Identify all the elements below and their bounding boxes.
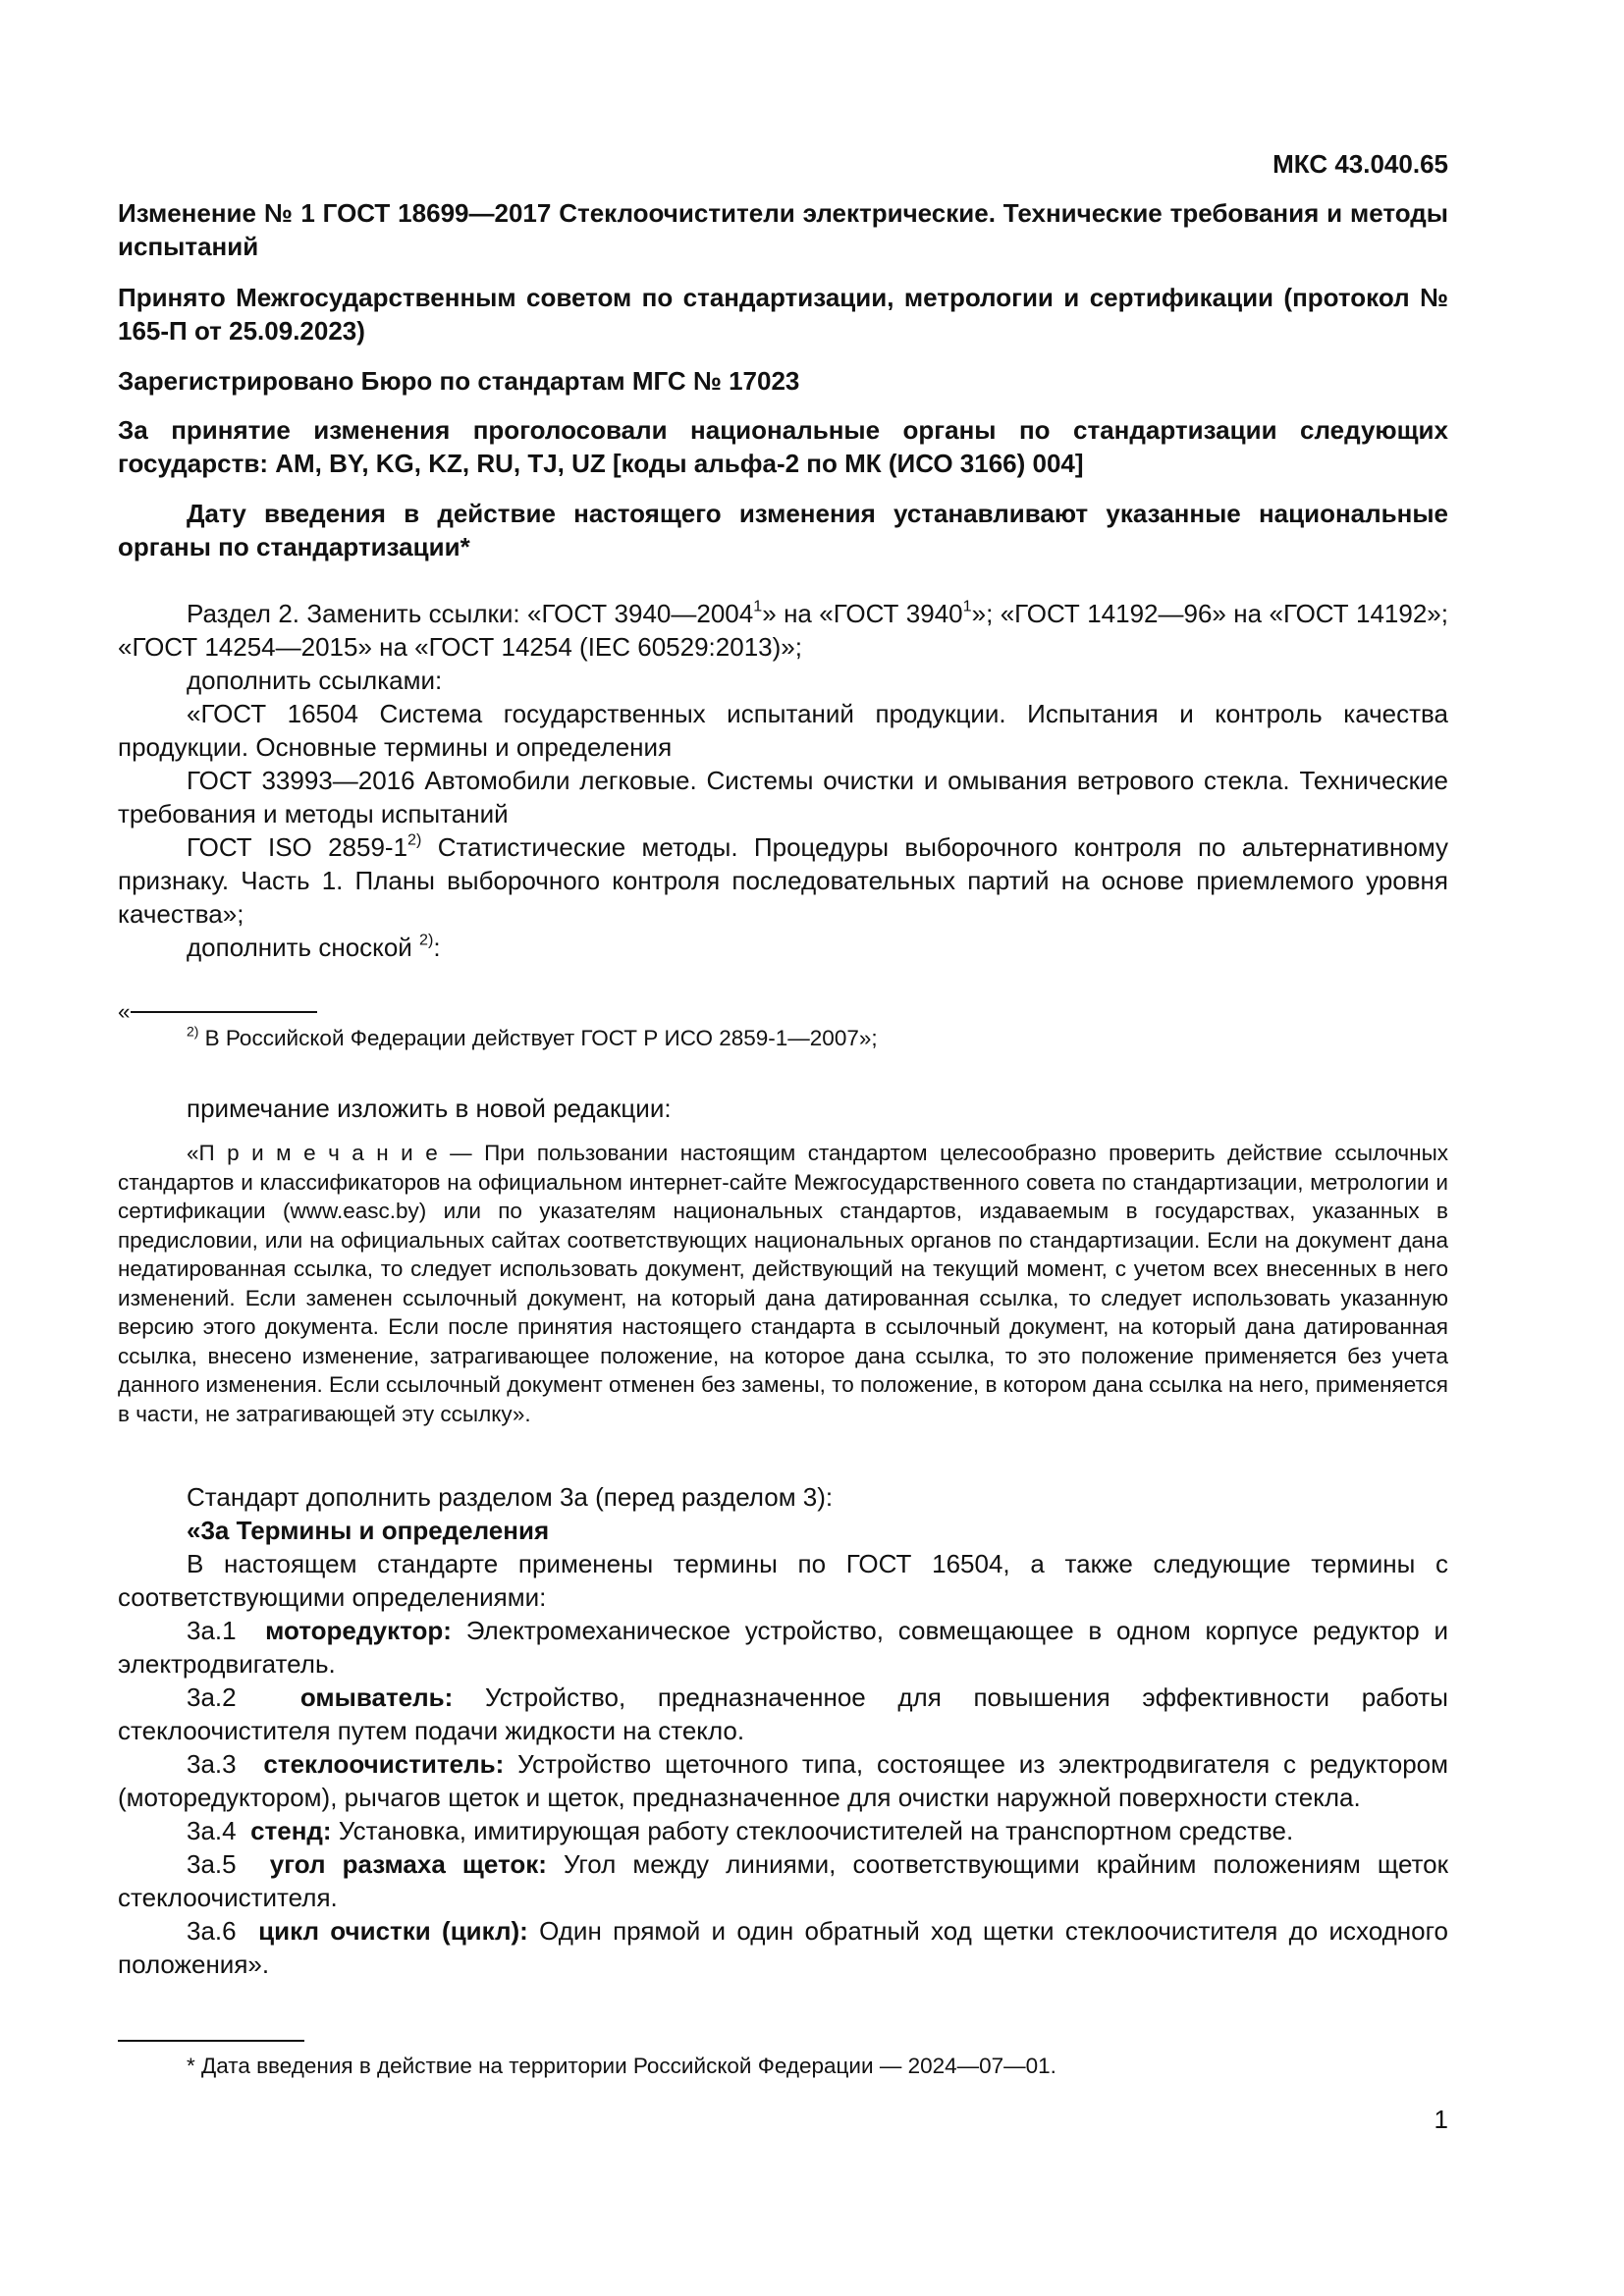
term-number: 3а.6 xyxy=(187,1916,237,1946)
text-fragment: Раздел 2. Заменить ссылки: «ГОСТ 3940—2004 xyxy=(187,599,754,628)
text-fragment: В Российской Федерации действует ГОСТ Р ИСО 2859-1—2007»; xyxy=(198,1026,878,1050)
term-3a-4 xyxy=(118,1814,1448,1847)
footnote-mark: 1 xyxy=(962,597,972,615)
paragraph-ref-gost-33993: ГОСТ 33993—2016 Автомобили легковые. Системы очистки и омывания ветрового стекла. Технические требования и методы испытаний xyxy=(118,766,1448,828)
term-number: 3а.2 xyxy=(187,1682,237,1712)
text-fragment: ГОСТ ISO 2859-1 xyxy=(187,832,408,862)
page-number: 1 xyxy=(1434,2105,1448,2134)
paragraph-ref-gost-16504: «ГОСТ 16504 Система государственных испытаний продукции. Испытания и контроль качества продукции. Основные термины и определения xyxy=(118,699,1448,762)
section-3a-heading: «3а Термины и определения xyxy=(187,1516,550,1545)
quote-open-mark: « xyxy=(118,999,131,1024)
note-text: «П р и м е ч а н и е — При пользовании настоящим стандартом целесообразно проверить действие ссылочных стандартов и классификаторов на официальном интернет-сайте Межгосударственного совета по стандартизации, метрологии и сертификации (www.easc.by) или по указателям национальных стандартов, издаваемым в государствах, указанных в предисловии, или на официальных сайтах соответствующих национальных органов по стандартизации. Если на документ дана недатированная ссылка, то следует использовать документ, действующий на текущий момент, с учетом всех внесенных в него изменений. Если заменен ссылочный документ, на который дана датированная ссылка, то следует использовать указанную версию этого документа. Если после принятия настоящего стандарта в ссылочный документ, на который дана датированная ссылка, внесено изменение, затрагивающее положение, на которое дана ссылка, то это положение применяется без учета данного изменения. Если ссылочный документ отменен без замены, то положение, в котором дана ссылка на него, применяется в части, не затрагивающей эту ссылку». xyxy=(118,1141,1448,1426)
term-name: омыватель: xyxy=(299,1682,454,1712)
section-3a-intro: Стандарт дополнить разделом 3а (перед разделом 3): xyxy=(187,1482,834,1512)
term-name: стеклоочиститель: xyxy=(263,1749,505,1779)
term-number: 3а.4 xyxy=(187,1816,237,1845)
effective-date-statement: Дату введения в действие настоящего изменения устанавливают указанные национальные органы по стандартизации* xyxy=(118,499,1448,561)
paragraph-replace-refs xyxy=(118,597,1448,664)
paragraph-add-refs: дополнить ссылками: xyxy=(187,666,443,695)
adopted-statement: Принято Межгосударственным советом по стандартизации, метрологии и сертификации (протокол № 165-П от 25.09.2023) xyxy=(118,283,1448,346)
term-definition: Электромеханическое устройство, совмещающее в одном корпусе редуктор и электродвигатель. xyxy=(118,1616,1448,1679)
term-definition: Угол между линиями, соответствующими крайним положениям щеток стеклоочистителя. xyxy=(118,1849,1448,1912)
footnote-mark: 1 xyxy=(753,597,763,615)
footnote-mark: 2) xyxy=(187,1023,199,1040)
section-3a xyxy=(118,1480,1448,1981)
inner-footnote xyxy=(118,1024,1448,1053)
section-2-changes xyxy=(118,597,1448,964)
term-name: цикл очистки (цикл): xyxy=(258,1916,528,1946)
term-definition: Устройство, предназначенное для повышения эффективности работы стеклоочистителя путем подачи жидкости на стекло. xyxy=(118,1682,1448,1745)
term-name: моторедуктор: xyxy=(265,1616,452,1645)
term-3a-2 xyxy=(118,1681,1448,1747)
text-fragment: »; «ГОСТ 14192—96» на «ГОСТ 14192»; «ГОСТ 14254—2015» на «ГОСТ 14254 (IEC 60529:2013)»; xyxy=(118,599,1448,662)
term-3a-3 xyxy=(118,1747,1448,1814)
term-3a-5 xyxy=(118,1847,1448,1914)
registration-statement: Зарегистрировано Бюро по стандартам МГС № 17023 xyxy=(118,366,800,396)
text-fragment: Статистические методы. Процедуры выборочного контроля по альтернативному признаку. Часть 1. Планы выборочного контроля последовательных партий на основе приемлемого уровня качества»; xyxy=(118,832,1448,929)
term-number: 3а.1 xyxy=(187,1616,237,1645)
term-3a-6 xyxy=(118,1914,1448,1981)
page-footnote: * Дата введения в действие на территории Российской Федерации — 2024—07—01. xyxy=(187,2054,1056,2078)
page-footnote-separator xyxy=(118,2040,304,2042)
term-definition: Устройство щеточного типа, состоящее из электродвигателя с редуктором (моторедуктором), рычагов щеток и щеток, предназначенное для очистки наружной поверхности стекла. xyxy=(118,1749,1448,1812)
paragraph-ref-iso-2859 xyxy=(118,830,1448,931)
footnote-mark: 2) xyxy=(419,931,434,949)
section-3a-lead: В настоящем стандарте применены термины по ГОСТ 16504, а также следующие термины с соответствующими определениями: xyxy=(118,1549,1448,1612)
note-intro: примечание изложить в новой редакции: xyxy=(187,1094,672,1123)
text-fragment: : xyxy=(433,933,441,962)
term-number: 3а.5 xyxy=(187,1849,237,1879)
term-name: угол размаха щеток: xyxy=(269,1849,547,1879)
term-definition: Установка, имитирующая работу стеклоочистителей на транспортном средстве. xyxy=(331,1816,1294,1845)
footnote-separator xyxy=(131,1011,317,1013)
footnote-mark: 2) xyxy=(407,830,422,849)
amendment-title: Изменение № 1 ГОСТ 18699—2017 Стеклоочистители электрические. Технические требования и методы испытаний xyxy=(118,198,1448,261)
text-fragment: дополнить сноской xyxy=(187,933,420,962)
term-number: 3а.3 xyxy=(187,1749,237,1779)
text-fragment: » на «ГОСТ 3940 xyxy=(762,599,963,628)
paragraph-add-footnote xyxy=(118,931,1448,964)
term-definition: Один прямой и один обратный ход щетки стеклоочистителя до исходного положения». xyxy=(118,1916,1449,1979)
term-name: стенд: xyxy=(250,1816,332,1845)
mks-code: МКС 43.040.65 xyxy=(1272,149,1448,179)
voting-statement: За принятие изменения проголосовали национальные органы по стандартизации следующих государств: AM, BY, KG, KZ, RU, TJ, UZ [коды альфа-2 по МК (ИСО 3166) 004] xyxy=(118,415,1448,478)
term-3a-1 xyxy=(118,1614,1448,1681)
